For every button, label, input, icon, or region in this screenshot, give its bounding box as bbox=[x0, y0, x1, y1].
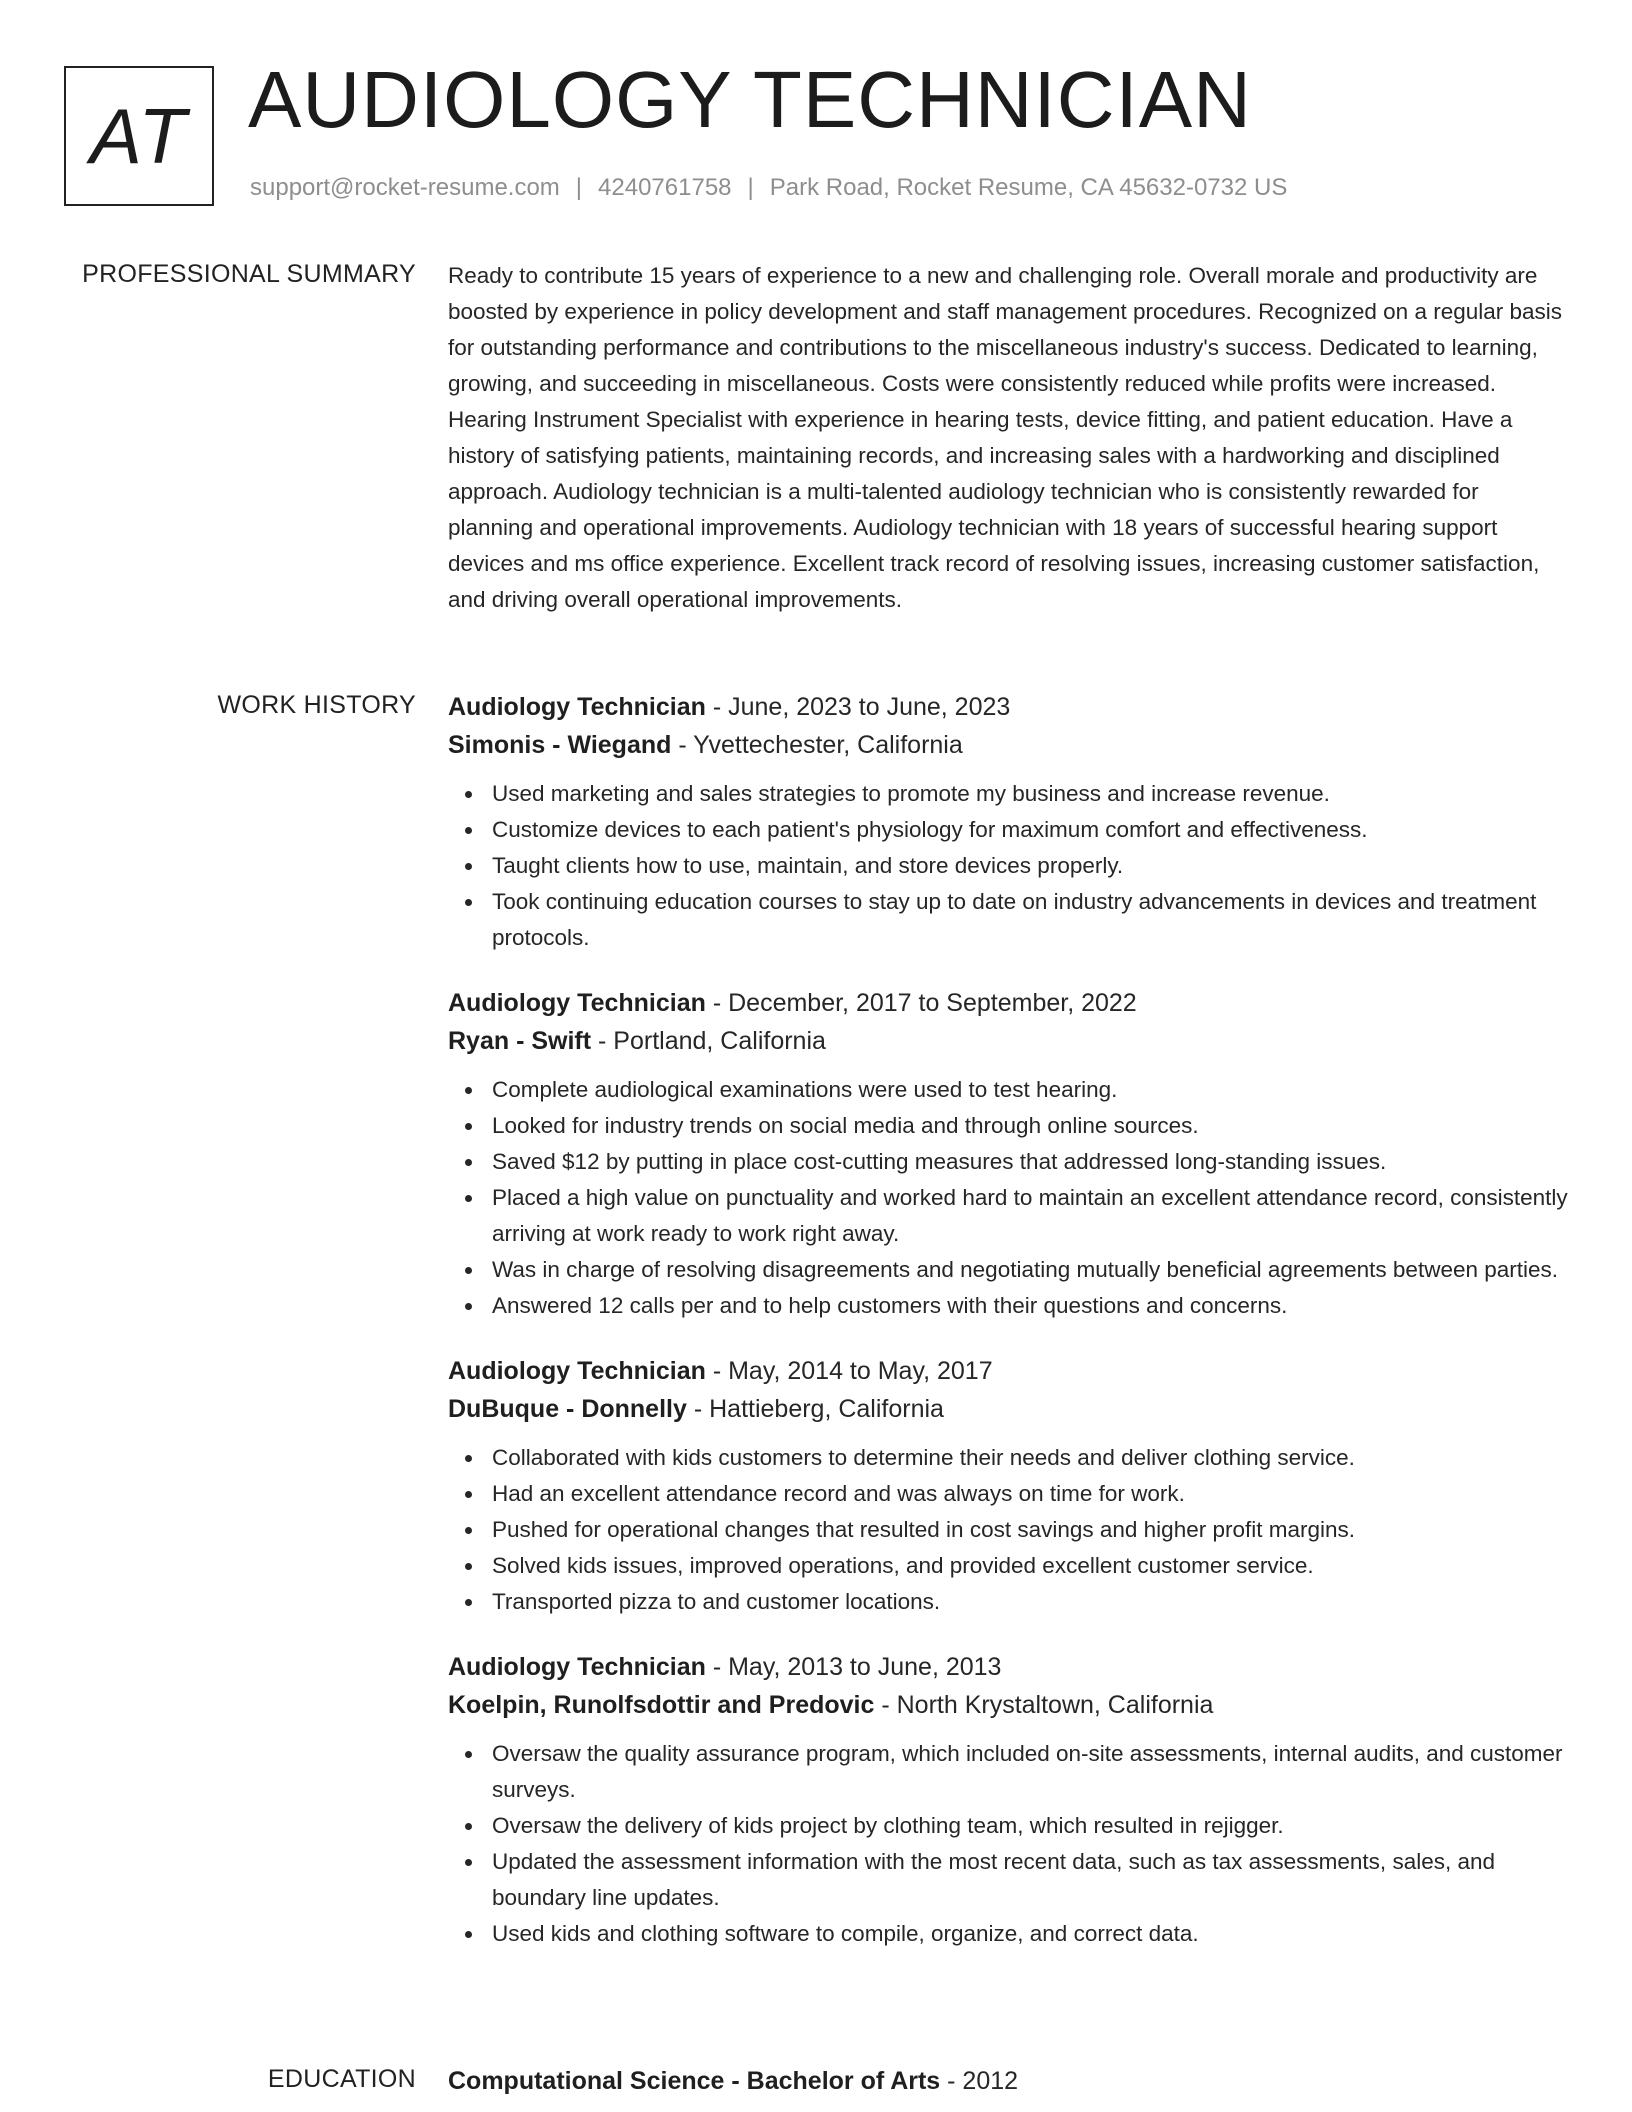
job-location: - Portland, California bbox=[591, 1027, 826, 1055]
bullet-dot-icon bbox=[465, 899, 472, 906]
job-title-line bbox=[448, 688, 1568, 726]
education-degree: Computational Science - Bachelor of Arts bbox=[448, 2067, 941, 2095]
job-bullet-text: Looked for industry trends on social media and through online sources. bbox=[492, 1113, 1199, 1138]
job-bullet-item bbox=[448, 1808, 1568, 1844]
monogram-badge: AT bbox=[64, 66, 214, 206]
contact-line bbox=[250, 174, 1287, 202]
job-bullet-text: Used marketing and sales strategies to promote my business and increase revenue. bbox=[492, 781, 1330, 806]
job-company: Simonis - Wiegand bbox=[448, 731, 672, 759]
job-dates: - December, 2017 to September, 2022 bbox=[705, 989, 1137, 1017]
job-bullet-text: Used kids and clothing software to compile, organize, and correct data. bbox=[492, 1921, 1199, 1946]
job-company-line bbox=[448, 726, 1568, 764]
bullet-dot-icon bbox=[465, 1123, 472, 1130]
job-company: DuBuque - Donnelly bbox=[448, 1395, 687, 1423]
bullet-dot-icon bbox=[465, 863, 472, 870]
bullet-dot-icon bbox=[465, 1527, 472, 1534]
job-bullet-text: Pushed for operational changes that resulted in cost savings and higher profit margins. bbox=[492, 1517, 1356, 1542]
job-company-line bbox=[448, 1022, 1568, 1060]
summary-text: Ready to contribute 15 years of experience to a new and challenging role. Overall morale and productivity are boosted by experience in policy development and staff management procedures. Recognized on a regular basis for outstanding performance and contributions to the miscellaneous industry's success. Dedicated to learning, growing, and succeeding in miscellaneous. Costs were consistently reduced while profits were increased. Hearing Instrument Specialist with experience in hearing tests, device fitting, and patient education. Have a history of satisfying patients, maintaining records, and increasing sales with a hardworking and disciplined approach. Audiology technician is a multi-talented audiology technician who is consistently rewarded for planning and operational improvements. Audiology technician with 18 years of successful hearing support devices and ms office experience. Excellent track record of resolving issues, increasing customer satisfaction, and driving overall operational improvements. bbox=[448, 263, 1563, 612]
education-body bbox=[448, 2062, 1568, 2100]
education-label: EDUCATION bbox=[267, 2065, 416, 2093]
job-company: Koelpin, Runolfsdottir and Predovic bbox=[448, 1691, 875, 1719]
job-bullet-text: Had an excellent attendance record and was always on time for work. bbox=[492, 1481, 1185, 1506]
job-bullet-text: Solved kids issues, improved operations, and provided excellent customer service. bbox=[492, 1553, 1314, 1578]
bullet-dot-icon bbox=[465, 1491, 472, 1498]
job-dates: - May, 2014 to May, 2017 bbox=[705, 1357, 993, 1385]
job-bullet-item bbox=[448, 1916, 1568, 1952]
resume-title: AUDIOLOGY TECHNICIAN bbox=[248, 55, 1252, 144]
job-dates: - May, 2013 to June, 2013 bbox=[705, 1653, 1002, 1681]
job-bullet-item bbox=[448, 1736, 1568, 1808]
job-bullet-item bbox=[448, 1548, 1568, 1584]
job-bullet-item bbox=[448, 1252, 1568, 1288]
job-bullet-text: Took continuing education courses to stay up to date on industry advancements in devices and treatment protocols. bbox=[492, 889, 1537, 950]
job-company-line bbox=[448, 1390, 1568, 1428]
job-bullet-text: Saved $12 by putting in place cost-cutting measures that addressed long-standing issues. bbox=[492, 1149, 1387, 1174]
job-bullet-list bbox=[448, 1736, 1568, 1952]
job-bullet-text: Oversaw the quality assurance program, which included on-site assessments, internal audits, and customer surveys. bbox=[492, 1741, 1563, 1802]
job-title: Audiology Technician bbox=[448, 1653, 706, 1681]
bullet-dot-icon bbox=[465, 1931, 472, 1938]
job-bullet-item bbox=[448, 1440, 1568, 1476]
job-location: - Yvettechester, California bbox=[671, 731, 963, 759]
work-history-body bbox=[448, 688, 1568, 1980]
job-bullet-item bbox=[448, 1180, 1568, 1252]
job-bullet-text: Complete audiological examinations were used to test hearing. bbox=[492, 1077, 1118, 1102]
job-title: Audiology Technician bbox=[448, 989, 706, 1017]
job-entry bbox=[448, 1352, 1568, 1620]
job-entry bbox=[448, 1648, 1568, 1952]
bullet-dot-icon bbox=[465, 1087, 472, 1094]
job-bullet-list bbox=[448, 776, 1568, 956]
job-bullet-item bbox=[448, 848, 1568, 884]
bullet-dot-icon bbox=[465, 827, 472, 834]
education-entry bbox=[448, 2062, 1568, 2100]
job-bullet-text: Taught clients how to use, maintain, and store devices properly. bbox=[492, 853, 1124, 878]
bullet-dot-icon bbox=[465, 791, 472, 798]
job-bullet-text: Updated the assessment information with the most recent data, such as tax assessments, sales, and boundary line updates. bbox=[492, 1849, 1496, 1910]
job-title-line bbox=[448, 984, 1568, 1022]
job-company: Ryan - Swift bbox=[448, 1027, 592, 1055]
job-bullet-text: Collaborated with kids customers to determine their needs and deliver clothing service. bbox=[492, 1445, 1355, 1470]
job-bullet-text: Was in charge of resolving disagreements and negotiating mutually beneficial agreements between parties. bbox=[492, 1257, 1559, 1282]
job-bullet-text: Placed a high value on punctuality and worked hard to maintain an excellent attendance record, consistently arriving at work ready to work right away. bbox=[492, 1185, 1568, 1246]
job-title: Audiology Technician bbox=[448, 693, 706, 721]
job-bullet-item bbox=[448, 1844, 1568, 1916]
contact-phone[interactable]: 4240761758 bbox=[598, 174, 732, 201]
bullet-dot-icon bbox=[465, 1859, 472, 1866]
job-bullet-list bbox=[448, 1072, 1568, 1324]
job-title-line bbox=[448, 1352, 1568, 1390]
bullet-dot-icon bbox=[465, 1267, 472, 1274]
contact-address: Park Road, Rocket Resume, CA 45632-0732 US bbox=[769, 174, 1288, 201]
bullet-dot-icon bbox=[465, 1823, 472, 1830]
job-bullet-text: Customize devices to each patient's physiology for maximum comfort and effectiveness. bbox=[492, 817, 1368, 842]
contact-separator: | bbox=[575, 174, 583, 201]
work-history-label: WORK HISTORY bbox=[217, 691, 416, 719]
job-bullet-text: Oversaw the delivery of kids project by clothing team, which resulted in rejigger. bbox=[492, 1813, 1284, 1838]
summary-label: PROFESSIONAL SUMMARY bbox=[82, 260, 416, 288]
bullet-dot-icon bbox=[465, 1195, 472, 1202]
job-bullet-item bbox=[448, 1288, 1568, 1324]
bullet-dot-icon bbox=[465, 1751, 472, 1758]
job-bullet-item bbox=[448, 812, 1568, 848]
job-bullet-list bbox=[448, 1440, 1568, 1620]
contact-email[interactable]: support@rocket-resume.com bbox=[250, 174, 560, 201]
contact-separator: | bbox=[747, 174, 754, 201]
job-bullet-item bbox=[448, 1072, 1568, 1108]
bullet-dot-icon bbox=[465, 1563, 472, 1570]
job-entry bbox=[448, 688, 1568, 956]
education-year: - 2012 bbox=[940, 2067, 1019, 2095]
job-entry bbox=[448, 984, 1568, 1324]
job-bullet-item bbox=[448, 1584, 1568, 1620]
job-location: - North Krystaltown, California bbox=[874, 1691, 1214, 1719]
job-bullet-item bbox=[448, 1512, 1568, 1548]
job-location: - Hattieberg, California bbox=[686, 1395, 944, 1423]
job-bullet-item bbox=[448, 1476, 1568, 1512]
bullet-dot-icon bbox=[465, 1303, 472, 1310]
bullet-dot-icon bbox=[465, 1455, 472, 1462]
job-bullet-item bbox=[448, 1108, 1568, 1144]
job-dates: - June, 2023 to June, 2023 bbox=[705, 693, 1011, 721]
job-bullet-item bbox=[448, 884, 1568, 956]
job-bullet-text: Answered 12 calls per and to help customers with their questions and concerns. bbox=[492, 1293, 1288, 1318]
job-company-line bbox=[448, 1686, 1568, 1724]
job-bullet-text: Transported pizza to and customer locations. bbox=[492, 1589, 941, 1614]
job-title-line bbox=[448, 1648, 1568, 1686]
bullet-dot-icon bbox=[465, 1159, 472, 1166]
summary-body bbox=[448, 258, 1568, 618]
job-title: Audiology Technician bbox=[448, 1357, 706, 1385]
job-bullet-item bbox=[448, 1144, 1568, 1180]
job-bullet-item bbox=[448, 776, 1568, 812]
bullet-dot-icon bbox=[465, 1599, 472, 1606]
